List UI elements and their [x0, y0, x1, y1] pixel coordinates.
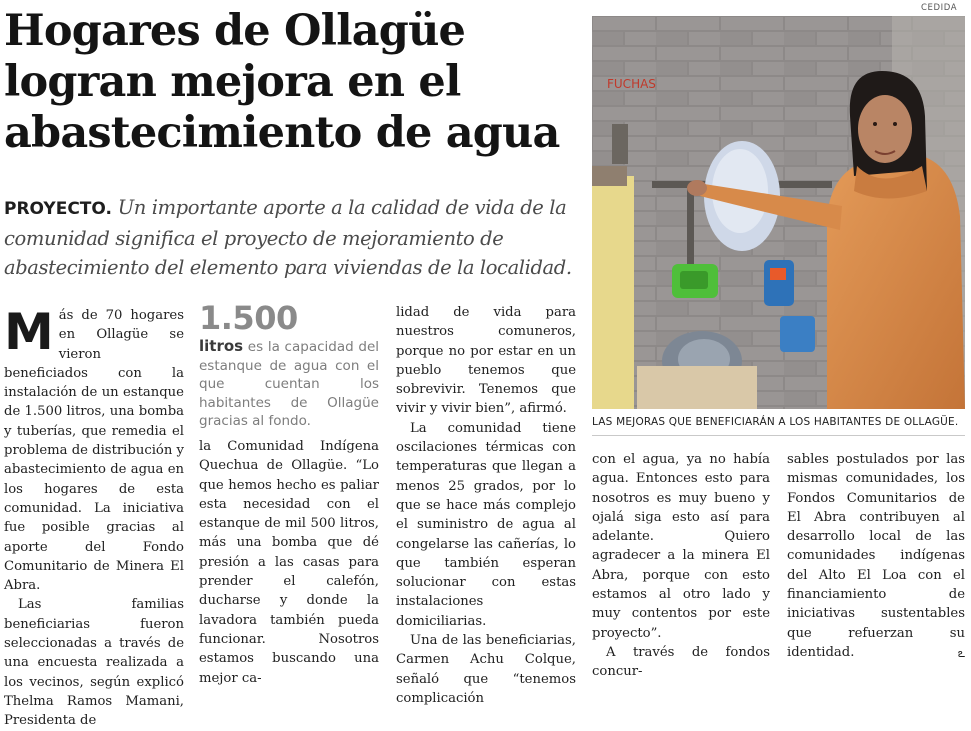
article-column-4 — [592, 450, 770, 682]
stat-unit: litros — [199, 337, 244, 355]
photo-credit: CEDIDA — [921, 3, 958, 13]
col1-paragraph-2: Las familias beneficiarias fueron seleccionadas a través de una encuesta realizada a los vecinos, según explicó Thelma Ramos Mamani, Presidenta de — [4, 597, 184, 729]
col1-text-1: ás de 70 hogares en Ollagüe se vieron beneficiados con la instalación de un estanque de 1.500 litros, una bomba y tuberías, que remedia el problema de distribución y abastecimiento de agua en los hogares de esta comunidad. La iniciativa fue posible gracias al aporte del Fondo Comunitario de Minera El Abra. — [4, 308, 185, 594]
article-photo — [592, 16, 965, 409]
article-column-2-text — [199, 437, 379, 688]
col5-paragraph-1 — [787, 450, 965, 662]
caption-divider — [592, 435, 965, 436]
col4-paragraph-2: A través de fondos concur- — [592, 644, 770, 680]
headline: Hogares de Ollagüe logran mejora en el abastecimiento de agua — [4, 6, 560, 158]
col4-paragraph-1: con el agua, ya no había agua. Entonces esto para nosotros es muy bueno y ojalá siga esto así para adelante. Quiero agradecer a la minera El Abra, porque con esto estamos al otro lado y muy contentos por este proyecto”. — [592, 452, 770, 641]
col2-paragraph-1: la Comunidad Indígena Quechua de Ollagüe. “Lo que hemos hecho es paliar esta necesidad con el estanque de mil 500 litros, más una bomba que dé presión a las casas para prender el calefón, ducharse y donde la lavadora también pueda funcionar. Nosotros estamos buscando una mejor ca- — [199, 439, 379, 686]
article-column-5 — [787, 450, 965, 663]
end-of-article-mark-icon: ఽ — [957, 645, 965, 660]
article-column-3 — [396, 303, 576, 708]
col3-paragraph-1: lidad de vida para nuestros comuneros, porque no por estar en un pueblo tenemos que sobrevivir. Tenemos que vivir y vivir bien”, afirmó. — [396, 305, 576, 417]
stat-number: 1.500 — [199, 299, 298, 337]
col3-paragraph-3: Una de las beneficiarias, Carmen Achu Colque, señaló que “tenemos complicación — [396, 633, 576, 706]
stat-text: es la capacidad del estanque de agua con el que cuentan los habitantes de Ollagüe gracias al fondo. — [199, 339, 379, 429]
col3-paragraph-2: La comunidad tiene oscilaciones térmicas con temperaturas que llegan a menos 25 grados, por lo que se hace más complejo el suministro de agua al congelarse las cañerías, lo que también esperan solucionar con estas instalaciones domiciliarias. — [396, 420, 576, 629]
woman-with-water-pump-photo — [592, 16, 965, 409]
article-column-1 — [4, 303, 185, 731]
lead-text: Un importante aporte a la calidad de vida de la comunidad significa el proyecto de mejoramiento de abastecimiento del elemento para viviendas de la localidad. — [4, 196, 572, 279]
stat-box — [199, 337, 379, 431]
col1-paragraph-1 — [4, 303, 185, 595]
wall-graffiti: FUCHAS — [607, 77, 656, 91]
col5-text: sables postulados por las mismas comunidades, los Fondos Comunitarios de El Abra contribuyen al desarrollo local de las comunidades indígenas del Alto El Loa con el financiamiento de iniciativas sustentables que refuerzan su identidad. — [787, 452, 965, 660]
lead-kicker: PROYECTO. — [4, 199, 112, 219]
lead-paragraph — [4, 193, 589, 282]
photo-caption: LAS MEJORAS QUE BENEFICIARÁN A LOS HABITANTES DE OLLAGÜE. — [592, 416, 959, 428]
article-column-2 — [199, 301, 379, 431]
drop-cap: M — [4, 303, 54, 361]
